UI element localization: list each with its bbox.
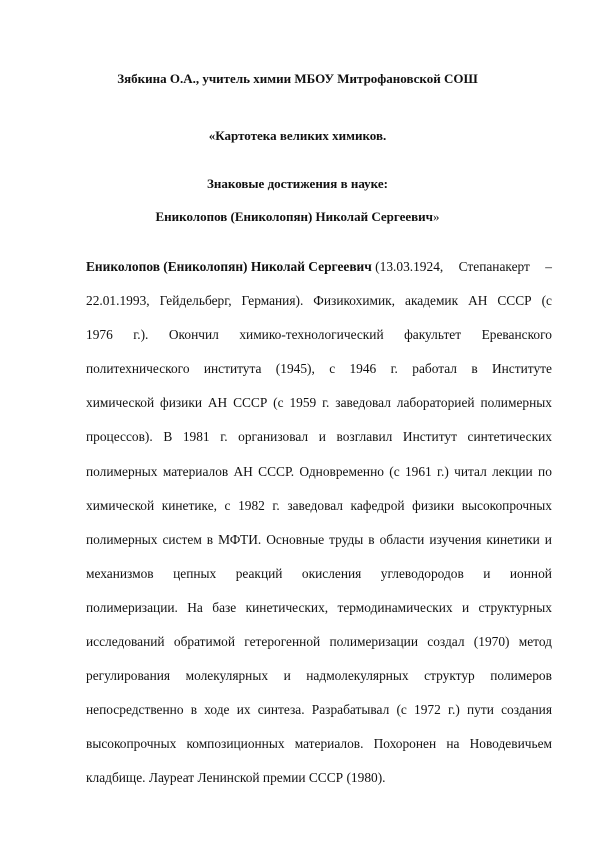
- word: по: [538, 463, 552, 479]
- author-line: Зябкина О.А., учитель химии МБОУ Митрофановской СОШ: [117, 71, 478, 86]
- word: читал: [454, 463, 487, 479]
- word: базе: [212, 599, 237, 615]
- closing-quote: »: [433, 209, 440, 224]
- word: лабораторией: [396, 395, 475, 411]
- word: области: [379, 531, 425, 547]
- word: и: [318, 429, 326, 445]
- document-subtitle: Знаковые достижения в науке:: [207, 176, 388, 191]
- word: создал: [427, 634, 465, 650]
- word: г.: [322, 395, 330, 411]
- word: Физикохимик,: [313, 293, 396, 309]
- word: организовал: [238, 429, 309, 445]
- word: молекулярных: [185, 668, 269, 684]
- paragraph-line: [86, 736, 552, 770]
- word: лекции: [492, 463, 533, 479]
- word: в: [368, 531, 375, 547]
- paragraph-line: [86, 498, 552, 532]
- word: и: [544, 531, 552, 547]
- word: материалов.: [294, 736, 364, 752]
- word: Гейдельберг,: [159, 293, 232, 309]
- word: (с: [541, 293, 552, 309]
- word: –: [545, 259, 552, 274]
- word: обратимой: [173, 634, 236, 650]
- word: СССР: [233, 395, 268, 411]
- paragraph-line: [86, 464, 552, 498]
- word: полимеризации: [329, 634, 419, 650]
- word: композиционных: [186, 736, 285, 752]
- word: кинетике,: [161, 497, 217, 513]
- paragraph-line: [86, 395, 552, 429]
- word: кинетики: [486, 531, 540, 547]
- word: пути: [466, 702, 494, 718]
- word: надмолекулярных: [306, 668, 409, 684]
- word: Основные: [266, 531, 325, 547]
- word: углеводородов: [380, 565, 464, 581]
- word: и: [283, 668, 291, 684]
- word: полимерных: [480, 395, 552, 411]
- word: в: [471, 361, 478, 377]
- word: и: [462, 599, 470, 615]
- word: МФТИ.: [218, 531, 262, 547]
- word: 1981: [182, 429, 210, 445]
- word: структурных: [478, 599, 552, 615]
- word: 22.01.1993,: [86, 293, 150, 309]
- word: 1982: [238, 497, 265, 513]
- word: г.: [390, 361, 398, 377]
- word: кладбище. Лауреат Ленинской премии СССР (1980).: [86, 770, 386, 786]
- word: высокопрочных: [86, 736, 177, 752]
- word: химической: [86, 395, 155, 411]
- paragraph-line: [86, 702, 552, 736]
- word: материалов: [162, 463, 229, 479]
- word: заведовал: [335, 395, 391, 411]
- word: изучения: [429, 531, 482, 547]
- word: на: [446, 736, 460, 752]
- word: 1946: [349, 361, 377, 377]
- word: цепных: [173, 565, 217, 581]
- paragraph-line: [86, 293, 552, 327]
- word: реакций: [235, 565, 283, 581]
- word: полимеризации.: [86, 599, 178, 615]
- word: (с: [389, 463, 400, 479]
- word: АН: [207, 395, 228, 411]
- word: г.): [448, 702, 460, 718]
- word: (1945),: [275, 361, 315, 377]
- word: г.: [272, 497, 280, 513]
- word: структур: [424, 668, 475, 684]
- word: На: [187, 599, 203, 615]
- word: Новодевичьем: [469, 736, 552, 752]
- paragraph-line: [86, 770, 552, 804]
- paragraph-line: [86, 566, 552, 600]
- word: непосредственно: [86, 702, 184, 718]
- word: термодинамических: [337, 599, 453, 615]
- word: (1970): [473, 634, 510, 650]
- word: Ереванского: [481, 327, 552, 343]
- word: химической: [86, 497, 155, 513]
- word: Окончил: [168, 327, 219, 343]
- word: 1959: [289, 395, 317, 411]
- word: г.): [437, 463, 449, 479]
- word: возглавил: [336, 429, 393, 445]
- word: института: [203, 361, 262, 377]
- word: кинетических,: [245, 599, 329, 615]
- word: окисления: [301, 565, 362, 581]
- word: ионной: [509, 565, 552, 581]
- paragraph-line: [86, 361, 552, 395]
- word: полимерных: [86, 463, 158, 479]
- word: с: [224, 497, 231, 513]
- paragraph-line: [86, 532, 552, 566]
- document-title: «Картотека великих химиков.: [208, 128, 387, 143]
- word: кафедрой: [350, 497, 405, 513]
- word: 1961: [404, 463, 432, 479]
- word: процессов).: [86, 429, 153, 445]
- word: АН: [468, 293, 488, 309]
- chemist-name-heading: [0, 209, 595, 225]
- paragraph-line: [86, 600, 552, 634]
- word: Институте: [491, 361, 552, 377]
- word: регулирования: [86, 668, 171, 684]
- word: метод: [518, 634, 552, 650]
- word: труды: [329, 531, 364, 547]
- paragraph-line: [86, 327, 552, 361]
- word: в: [190, 702, 198, 718]
- word: Похоронен: [373, 736, 437, 752]
- word: гетерогенной: [244, 634, 321, 650]
- word: АН: [233, 463, 253, 479]
- word: химико-технологический: [239, 327, 384, 343]
- paragraph-line: [86, 259, 552, 293]
- word: (с: [273, 395, 284, 411]
- word: физики: [412, 497, 455, 513]
- word: 1976: [86, 327, 113, 343]
- word: СССР: [497, 293, 532, 309]
- word: (с: [396, 702, 407, 718]
- paragraph-line: [86, 429, 552, 463]
- word: физики: [160, 395, 202, 411]
- word: создания: [501, 702, 552, 718]
- word: г.).: [133, 327, 149, 343]
- word: исследований: [86, 634, 165, 650]
- word: Степанакерт: [458, 259, 530, 274]
- word: Германия).: [241, 293, 304, 309]
- word: полимеров: [490, 668, 552, 684]
- word: их: [236, 702, 251, 718]
- word: работал: [412, 361, 457, 377]
- word: академик: [405, 293, 459, 309]
- word: в: [206, 531, 214, 547]
- word: заведовал: [287, 497, 343, 513]
- word: систем: [162, 531, 202, 547]
- word: СССР.: [258, 463, 295, 479]
- word: механизмов: [86, 565, 154, 581]
- bio-name-bold: Ениколопов (Ениколопян) Николай Сергеевич: [86, 259, 372, 274]
- chemist-name: Ениколопов (Ениколопян) Николай Сергеевич: [155, 209, 433, 224]
- word: ходе: [204, 702, 230, 718]
- word: полимерных: [86, 531, 158, 547]
- paragraph-line: [86, 668, 552, 702]
- word: с: [329, 361, 336, 377]
- paragraph-line: [86, 634, 552, 668]
- word: факультет: [404, 327, 462, 343]
- biography-paragraph: [86, 259, 552, 805]
- word: высокопрочных: [461, 497, 552, 513]
- word: г.: [220, 429, 228, 445]
- word: 1972: [414, 702, 441, 718]
- word: В: [163, 429, 173, 445]
- word: Ениколопов (Ениколопян) Николай Сергеевич (13.03.1924,: [86, 259, 444, 274]
- word: синтетических: [467, 429, 552, 445]
- word: Разрабатывал: [311, 702, 390, 718]
- word: Институт: [402, 429, 457, 445]
- word: и: [483, 565, 491, 581]
- word: Одновременно: [299, 463, 384, 479]
- word: политехнического: [86, 361, 190, 377]
- word: синтеза.: [257, 702, 305, 718]
